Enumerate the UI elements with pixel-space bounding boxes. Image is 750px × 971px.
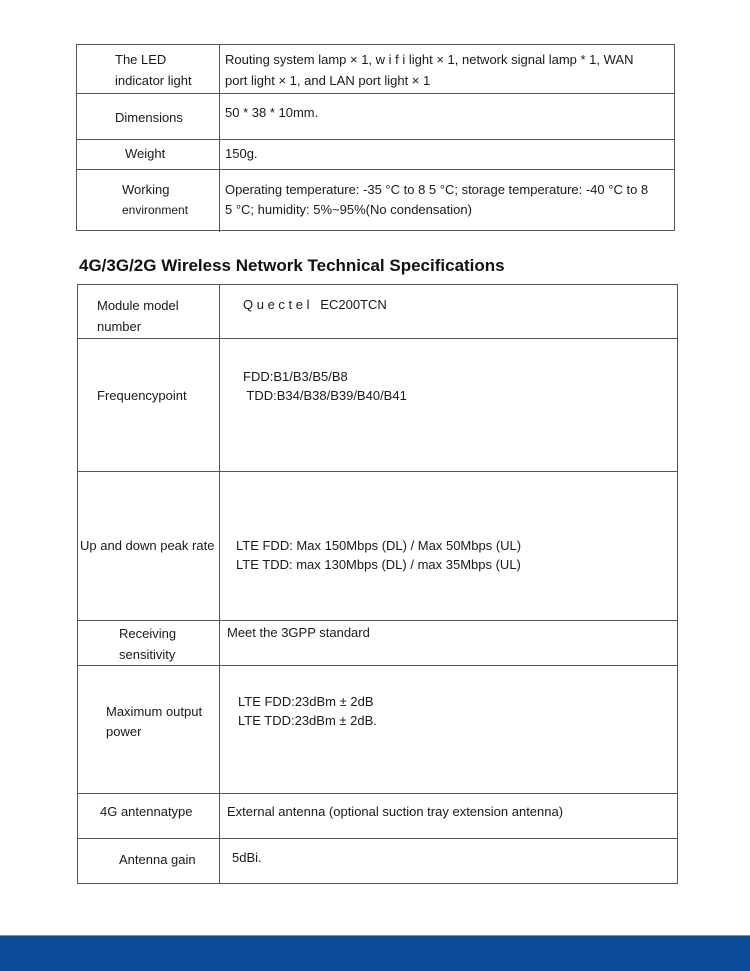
table-row xyxy=(78,338,677,472)
table-row xyxy=(77,139,674,170)
row-label: The LED xyxy=(115,52,167,67)
row-label: Antenna gain xyxy=(119,852,196,867)
row-value: LTE FDD:23dBm ± 2dB xyxy=(238,694,374,709)
row-label: Receiving xyxy=(119,626,177,641)
table-row xyxy=(77,93,674,140)
row-value: LTE FDD: Max 150Mbps (DL) / Max 50Mbps (UL) xyxy=(236,538,522,553)
row-label: number xyxy=(97,319,142,334)
row-label: Working xyxy=(122,182,170,197)
row-label: power xyxy=(106,724,142,739)
row-value: 5dBi. xyxy=(232,850,262,865)
table-row xyxy=(78,620,677,666)
table-row xyxy=(78,665,677,794)
row-value: 5 °C; humidity: 5%~95%(No condensation) xyxy=(225,202,472,217)
hardware-spec-table xyxy=(76,44,675,231)
row-value: TDD:B34/B38/B39/B40/B41 xyxy=(243,388,407,403)
row-value: Operating temperature: -35 °C to 8 5 °C; storage temperature: -40 °C to 8 xyxy=(225,182,649,197)
table-row xyxy=(78,838,677,884)
row-value: 50 * 38 * 10mm. xyxy=(225,105,319,120)
row-label: Maximum output xyxy=(106,704,203,719)
row-value: Routing system lamp × 1, w i f i light × 1, network signal lamp * 1, WAN xyxy=(225,52,634,67)
row-value: LTE TDD: max 130Mbps (DL) / max 35Mbps (UL) xyxy=(236,557,521,572)
table-row xyxy=(78,793,677,839)
row-value: FDD:B1/B3/B5/B8 xyxy=(243,369,348,384)
footer-band xyxy=(0,935,750,971)
row-label: Frequencypoint xyxy=(97,388,187,403)
row-label: Weight xyxy=(125,146,166,161)
row-value: port light × 1, and LAN port light × 1 xyxy=(225,73,431,88)
row-label: indicator light xyxy=(115,73,192,88)
row-label: 4G antennatype xyxy=(100,804,193,819)
row-value: LTE TDD:23dBm ± 2dB. xyxy=(238,713,377,728)
row-label: Dimensions xyxy=(115,110,183,125)
row-value: 150g. xyxy=(225,146,258,161)
table-row xyxy=(77,169,674,232)
row-label: Up and down peak rate xyxy=(80,538,215,553)
table-row xyxy=(78,471,677,621)
row-value: Meet the 3GPP standard xyxy=(227,625,370,640)
section-title: 4G/3G/2G Wireless Network Technical Specifications xyxy=(79,256,505,275)
table-row xyxy=(78,285,677,338)
row-label: sensitivity xyxy=(119,647,176,662)
row-label: Module model xyxy=(97,298,179,313)
table-row xyxy=(77,45,674,93)
wireless-spec-table xyxy=(77,284,678,884)
row-value: Q u e c t e l EC200TCN xyxy=(243,297,387,312)
row-value: External antenna (optional suction tray extension antenna) xyxy=(227,804,564,819)
row-label: environment xyxy=(122,203,189,217)
